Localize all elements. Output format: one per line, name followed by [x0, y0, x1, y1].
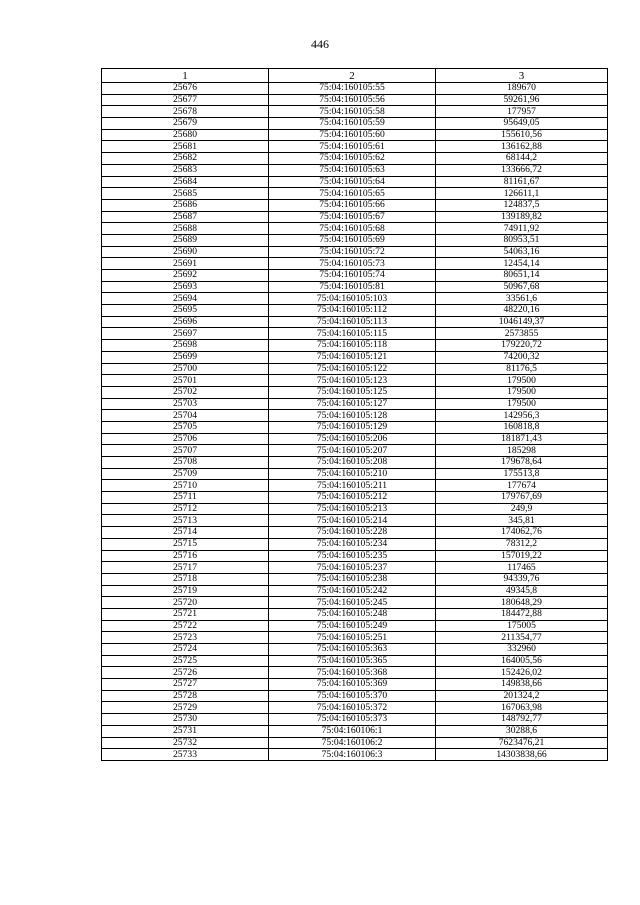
row-number-cell: 25677: [102, 94, 269, 106]
value-cell: 80953,51: [436, 234, 608, 246]
table-row: [102, 725, 608, 737]
row-number-cell: 25719: [102, 585, 269, 597]
value-cell: 74911,92: [436, 223, 608, 235]
row-number-cell: 25689: [102, 234, 269, 246]
header-cell-1: 1: [102, 69, 269, 83]
table-row: [102, 398, 608, 410]
header-cell-3: 3: [436, 69, 608, 83]
row-number-cell: 25676: [102, 83, 269, 95]
table-row: [102, 445, 608, 457]
row-number-cell: 25678: [102, 106, 269, 118]
value-cell: 81176,5: [436, 363, 608, 375]
row-number-cell: 25713: [102, 515, 269, 527]
row-number-cell: 25733: [102, 749, 269, 761]
cadastral-number-cell: 75:04:160105:60: [269, 129, 436, 141]
value-cell: 189670: [436, 83, 608, 95]
table-row: [102, 246, 608, 258]
cadastral-number-cell: 75:04:160105:365: [269, 655, 436, 667]
value-cell: 167063,98: [436, 702, 608, 714]
row-number-cell: 25715: [102, 538, 269, 550]
cadastral-number-cell: 75:04:160105:63: [269, 164, 436, 176]
value-cell: 175513,8: [436, 468, 608, 480]
row-number-cell: 25718: [102, 573, 269, 585]
table-row: [102, 106, 608, 118]
value-cell: 181871,43: [436, 433, 608, 445]
row-number-cell: 25711: [102, 492, 269, 504]
row-number-cell: 25730: [102, 714, 269, 726]
value-cell: 148792,77: [436, 714, 608, 726]
row-number-cell: 25729: [102, 702, 269, 714]
cadastral-number-cell: 75:04:160105:363: [269, 644, 436, 656]
table-row: [102, 632, 608, 644]
table-row: [102, 503, 608, 515]
cadastral-number-cell: 75:04:160105:61: [269, 141, 436, 153]
row-number-cell: 25712: [102, 503, 269, 515]
row-number-cell: 25690: [102, 246, 269, 258]
cadastral-number-cell: 75:04:160105:372: [269, 702, 436, 714]
value-cell: 12454,14: [436, 258, 608, 270]
value-cell: 174062,76: [436, 527, 608, 539]
value-cell: 175005: [436, 620, 608, 632]
row-number-cell: 25679: [102, 118, 269, 130]
table-row: [102, 515, 608, 527]
cadastral-number-cell: 75:04:160105:212: [269, 492, 436, 504]
table-header-row: [102, 69, 608, 83]
value-cell: 249,9: [436, 503, 608, 515]
value-cell: 185298: [436, 445, 608, 457]
table-row: [102, 620, 608, 632]
table-row: [102, 375, 608, 387]
cadastral-number-cell: 75:04:160105:59: [269, 118, 436, 130]
value-cell: 155610,56: [436, 129, 608, 141]
table-row: [102, 585, 608, 597]
cadastral-number-cell: 75:04:160105:368: [269, 667, 436, 679]
cadastral-number-cell: 75:04:160105:122: [269, 363, 436, 375]
value-cell: 7623476,21: [436, 737, 608, 749]
value-cell: 133666,72: [436, 164, 608, 176]
table-row: [102, 714, 608, 726]
table-row: [102, 702, 608, 714]
table-row: [102, 538, 608, 550]
table-row: [102, 129, 608, 141]
cadastral-number-cell: 75:04:160105:121: [269, 351, 436, 363]
row-number-cell: 25703: [102, 398, 269, 410]
cadastral-number-cell: 75:04:160105:234: [269, 538, 436, 550]
value-cell: 81161,67: [436, 176, 608, 188]
cadastral-number-cell: 75:04:160105:113: [269, 316, 436, 328]
value-cell: 164005,56: [436, 655, 608, 667]
row-number-cell: 25724: [102, 644, 269, 656]
table-row: [102, 597, 608, 609]
table-row: [102, 608, 608, 620]
value-cell: 1046149,37: [436, 316, 608, 328]
cadastral-number-cell: 75:04:160105:235: [269, 550, 436, 562]
cadastral-number-cell: 75:04:160105:81: [269, 281, 436, 293]
row-number-cell: 25693: [102, 281, 269, 293]
row-number-cell: 25694: [102, 293, 269, 305]
table-row: [102, 410, 608, 422]
cadastral-number-cell: 75:04:160105:213: [269, 503, 436, 515]
value-cell: 179500: [436, 386, 608, 398]
value-cell: 30288,6: [436, 725, 608, 737]
value-cell: 33561,6: [436, 293, 608, 305]
table-row: [102, 480, 608, 492]
table-row: [102, 164, 608, 176]
value-cell: 179500: [436, 398, 608, 410]
table-row: [102, 468, 608, 480]
table-row: [102, 421, 608, 433]
row-number-cell: 25706: [102, 433, 269, 445]
table-row: [102, 433, 608, 445]
row-number-cell: 25727: [102, 679, 269, 691]
table-row: [102, 141, 608, 153]
cadastral-number-cell: 75:04:160105:73: [269, 258, 436, 270]
cadastral-number-cell: 75:04:160105:74: [269, 270, 436, 282]
value-cell: 50967,68: [436, 281, 608, 293]
row-number-cell: 25721: [102, 608, 269, 620]
table-row: [102, 305, 608, 317]
cadastral-number-cell: 75:04:160106:3: [269, 749, 436, 761]
value-cell: 179678,64: [436, 457, 608, 469]
value-cell: 211354,77: [436, 632, 608, 644]
value-cell: 48220,16: [436, 305, 608, 317]
table-row: [102, 281, 608, 293]
cadastral-number-cell: 75:04:160105:128: [269, 410, 436, 422]
cadastral-number-cell: 75:04:160105:67: [269, 211, 436, 223]
value-cell: 142956,3: [436, 410, 608, 422]
row-number-cell: 25697: [102, 328, 269, 340]
cadastral-number-cell: 75:04:160105:64: [269, 176, 436, 188]
value-cell: 80651,14: [436, 270, 608, 282]
table-row: [102, 690, 608, 702]
row-number-cell: 25681: [102, 141, 269, 153]
table-row: [102, 223, 608, 235]
row-number-cell: 25708: [102, 457, 269, 469]
row-number-cell: 25685: [102, 188, 269, 200]
row-number-cell: 25714: [102, 527, 269, 539]
cadastral-number-cell: 75:04:160105:103: [269, 293, 436, 305]
table-row: [102, 153, 608, 165]
row-number-cell: 25716: [102, 550, 269, 562]
cadastral-number-cell: 75:04:160105:69: [269, 234, 436, 246]
table-row: [102, 258, 608, 270]
row-number-cell: 25692: [102, 270, 269, 282]
row-number-cell: 25732: [102, 737, 269, 749]
cadastral-number-cell: 75:04:160105:370: [269, 690, 436, 702]
table-row: [102, 234, 608, 246]
value-cell: 139189,82: [436, 211, 608, 223]
cadastral-number-cell: 75:04:160105:245: [269, 597, 436, 609]
value-cell: 74200,32: [436, 351, 608, 363]
cadastral-number-cell: 75:04:160105:56: [269, 94, 436, 106]
row-number-cell: 25726: [102, 667, 269, 679]
table-row: [102, 562, 608, 574]
row-number-cell: 25702: [102, 386, 269, 398]
cadastral-number-cell: 75:04:160105:238: [269, 573, 436, 585]
page-number: 446: [311, 37, 329, 51]
table-row: [102, 340, 608, 352]
value-cell: 157019,22: [436, 550, 608, 562]
row-number-cell: 25722: [102, 620, 269, 632]
value-cell: 160818,8: [436, 421, 608, 433]
cadastral-number-cell: 75:04:160105:58: [269, 106, 436, 118]
cadastral-number-cell: 75:04:160105:123: [269, 375, 436, 387]
table-row: [102, 457, 608, 469]
value-cell: 179767,69: [436, 492, 608, 504]
table-row: [102, 644, 608, 656]
value-cell: 149838,66: [436, 679, 608, 691]
value-cell: 54063,16: [436, 246, 608, 258]
cadastral-number-cell: 75:04:160105:211: [269, 480, 436, 492]
table-row: [102, 351, 608, 363]
cadastral-number-cell: 75:04:160105:55: [269, 83, 436, 95]
cadastral-number-cell: 75:04:160105:125: [269, 386, 436, 398]
cadastral-number-cell: 75:04:160105:214: [269, 515, 436, 527]
value-cell: 179220,72: [436, 340, 608, 352]
row-number-cell: 25704: [102, 410, 269, 422]
table-row: [102, 679, 608, 691]
table-row: [102, 363, 608, 375]
value-cell: 94339,76: [436, 573, 608, 585]
row-number-cell: 25698: [102, 340, 269, 352]
row-number-cell: 25717: [102, 562, 269, 574]
row-number-cell: 25696: [102, 316, 269, 328]
value-cell: 78312,2: [436, 538, 608, 550]
cadastral-number-cell: 75:04:160105:248: [269, 608, 436, 620]
table-row: [102, 176, 608, 188]
row-number-cell: 25686: [102, 199, 269, 211]
table-row: [102, 94, 608, 106]
row-number-cell: 25701: [102, 375, 269, 387]
table-row: [102, 188, 608, 200]
table-row: [102, 550, 608, 562]
table-row: [102, 527, 608, 539]
table-row: [102, 199, 608, 211]
value-cell: 345,81: [436, 515, 608, 527]
row-number-cell: 25700: [102, 363, 269, 375]
row-number-cell: 25705: [102, 421, 269, 433]
value-cell: 136162,88: [436, 141, 608, 153]
table-row: [102, 386, 608, 398]
value-cell: 184472,88: [436, 608, 608, 620]
value-cell: 68144,2: [436, 153, 608, 165]
table-row: [102, 83, 608, 95]
table-row: [102, 293, 608, 305]
cadastral-number-cell: 75:04:160106:1: [269, 725, 436, 737]
header-cell-2: 2: [269, 69, 436, 83]
cadastral-number-cell: 75:04:160105:127: [269, 398, 436, 410]
cadastral-number-cell: 75:04:160105:66: [269, 199, 436, 211]
row-number-cell: 25709: [102, 468, 269, 480]
cadastral-number-cell: 75:04:160105:72: [269, 246, 436, 258]
table-row: [102, 655, 608, 667]
cadastral-number-cell: 75:04:160106:2: [269, 737, 436, 749]
value-cell: 201324,2: [436, 690, 608, 702]
table-row: [102, 737, 608, 749]
value-cell: 14303838,66: [436, 749, 608, 761]
value-cell: 332960: [436, 644, 608, 656]
cadastral-number-cell: 75:04:160105:62: [269, 153, 436, 165]
value-cell: 117465: [436, 562, 608, 574]
row-number-cell: 25710: [102, 480, 269, 492]
cadastral-number-cell: 75:04:160105:118: [269, 340, 436, 352]
cadastral-number-cell: 75:04:160105:242: [269, 585, 436, 597]
value-cell: 49345,8: [436, 585, 608, 597]
cadastral-number-cell: 75:04:160105:65: [269, 188, 436, 200]
table-row: [102, 667, 608, 679]
row-number-cell: 25684: [102, 176, 269, 188]
table-row: [102, 118, 608, 130]
row-number-cell: 25688: [102, 223, 269, 235]
value-cell: 126611,1: [436, 188, 608, 200]
row-number-cell: 25728: [102, 690, 269, 702]
cadastral-number-cell: 75:04:160105:208: [269, 457, 436, 469]
cadastral-number-cell: 75:04:160105:373: [269, 714, 436, 726]
table-row: [102, 328, 608, 340]
row-number-cell: 25687: [102, 211, 269, 223]
cadastral-number-cell: 75:04:160105:115: [269, 328, 436, 340]
cadastral-number-cell: 75:04:160105:207: [269, 445, 436, 457]
value-cell: 152426,02: [436, 667, 608, 679]
cadastral-number-cell: 75:04:160105:369: [269, 679, 436, 691]
row-number-cell: 25683: [102, 164, 269, 176]
table-row: [102, 270, 608, 282]
row-number-cell: 25680: [102, 129, 269, 141]
row-number-cell: 25720: [102, 597, 269, 609]
cadastral-number-cell: 75:04:160105:68: [269, 223, 436, 235]
value-cell: 177957: [436, 106, 608, 118]
table-row: [102, 573, 608, 585]
cadastral-number-cell: 75:04:160105:237: [269, 562, 436, 574]
data-table: [101, 68, 608, 761]
value-cell: 177674: [436, 480, 608, 492]
cadastral-number-cell: 75:04:160105:210: [269, 468, 436, 480]
cadastral-number-cell: 75:04:160105:206: [269, 433, 436, 445]
value-cell: 2573855: [436, 328, 608, 340]
value-cell: 180648,29: [436, 597, 608, 609]
row-number-cell: 25725: [102, 655, 269, 667]
cadastral-number-cell: 75:04:160105:249: [269, 620, 436, 632]
cadastral-number-cell: 75:04:160105:129: [269, 421, 436, 433]
table-body: [102, 69, 608, 761]
value-cell: 124837,5: [436, 199, 608, 211]
value-cell: 59261,96: [436, 94, 608, 106]
row-number-cell: 25682: [102, 153, 269, 165]
table-row: [102, 492, 608, 504]
row-number-cell: 25731: [102, 725, 269, 737]
cadastral-number-cell: 75:04:160105:228: [269, 527, 436, 539]
row-number-cell: 25699: [102, 351, 269, 363]
value-cell: 179500: [436, 375, 608, 387]
row-number-cell: 25695: [102, 305, 269, 317]
cadastral-number-cell: 75:04:160105:112: [269, 305, 436, 317]
row-number-cell: 25707: [102, 445, 269, 457]
row-number-cell: 25723: [102, 632, 269, 644]
value-cell: 95649,05: [436, 118, 608, 130]
cadastral-number-cell: 75:04:160105:251: [269, 632, 436, 644]
table-row: [102, 211, 608, 223]
table-row: [102, 316, 608, 328]
table-row: [102, 749, 608, 761]
row-number-cell: 25691: [102, 258, 269, 270]
